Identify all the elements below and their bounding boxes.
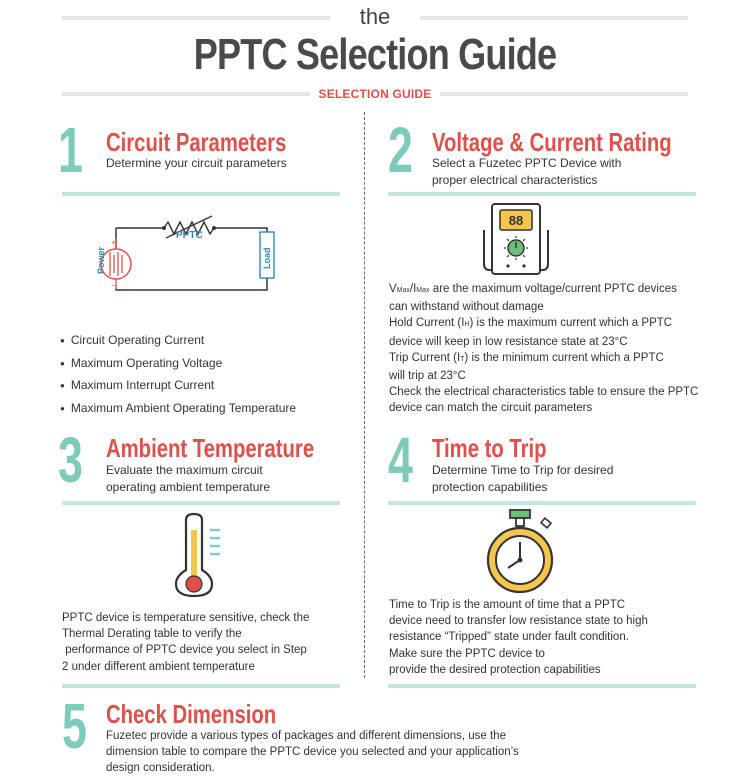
page-title: PPTC Selection Guide — [193, 30, 557, 79]
svg-text:+: + — [111, 238, 116, 247]
section-desc-2 — [432, 155, 621, 189]
body-line: will trip at 23°C — [389, 370, 466, 383]
body-line: device can match the circuit parameters — [389, 402, 593, 415]
body-line: Make sure the PPTC device to — [389, 647, 545, 660]
body-line: dimension table to compare the PPTC device you selected and your application’s — [106, 746, 519, 758]
list-item: ● Maximum Interrupt Current — [60, 375, 296, 398]
section-desc-2-line2: proper electrical characteristics — [432, 173, 598, 187]
trip-current-line — [389, 350, 698, 368]
step-number-1: 1 — [58, 114, 83, 186]
section-title-check-dimension: Check Dimension — [106, 699, 277, 729]
hold-post: ) is the maximum current which a PPTC — [469, 317, 673, 330]
step-number-5: 5 — [62, 690, 87, 762]
header-the: the — [359, 4, 391, 29]
body-line: resistance “Tripped” state under fault condition. — [389, 631, 629, 644]
section-divider-2 — [388, 192, 696, 196]
center-divider — [364, 112, 365, 678]
thermometer-icon — [172, 512, 232, 598]
section-title-voltage-current: Voltage & Current Rating — [432, 127, 672, 157]
voltage-current-body — [389, 281, 698, 417]
section-divider-3 — [62, 501, 340, 505]
circuit-parameter-list — [60, 330, 296, 420]
section-title-ambient-temperature: Ambient Temperature — [106, 433, 315, 463]
stopwatch-icon — [482, 506, 558, 598]
vmax-rest: are the maximum voltage/current PPTC devices — [429, 283, 677, 295]
body-line: Check the electrical characteristics table to ensure the PPTC — [389, 386, 699, 399]
time-to-trip-body — [389, 597, 648, 678]
section-desc-3 — [106, 462, 270, 496]
list-item: ● Maximum Ambient Operating Temperature — [60, 398, 296, 421]
imax-sub: Max — [416, 287, 430, 294]
trip-sub: T — [460, 355, 465, 363]
vmax-v: V — [389, 283, 397, 295]
vmax-line — [389, 281, 698, 299]
multimeter-icon — [478, 200, 554, 278]
body-line: Thermal Derating table to verify the — [62, 628, 242, 641]
circuit-diagram — [90, 208, 290, 308]
section-title-time-to-trip: Time to Trip — [432, 433, 547, 463]
step-number-4: 4 — [388, 424, 413, 496]
section-desc-3-line2: operating ambient temperature — [106, 480, 271, 494]
body-line: Time to Trip is the amount of time that a PPTC — [389, 599, 626, 611]
vmax-sub: Max — [396, 287, 410, 294]
section-desc-4-line1: Determine Time to Trip for desired — [432, 463, 614, 477]
vmax-slash: /I — [409, 283, 417, 295]
ambient-temperature-body — [62, 610, 309, 675]
trip-post: ) is the minimum current which a PPTC — [464, 351, 664, 364]
trip-pre: Trip Current (I — [389, 351, 461, 364]
check-dimension-body — [106, 728, 519, 776]
list-item: ● Circuit Operating Current — [60, 330, 296, 353]
step-number-2: 2 — [388, 114, 413, 186]
hold-pre: Hold Current (I — [389, 317, 465, 330]
subtitle-text: SELECTION GUIDE — [310, 87, 439, 101]
hold-current-line — [389, 315, 698, 333]
section-title-circuit-parameters: Circuit Parameters — [106, 127, 287, 157]
load-label: Load — [262, 247, 272, 269]
body-line: device will keep in low resistance state at 23°C — [389, 335, 628, 348]
section-desc-1: Determine your circuit parameters — [106, 156, 287, 170]
svg-text:−: − — [111, 281, 116, 290]
section-desc-4 — [432, 462, 613, 496]
body-line: device need to transfer low resistance state to high — [389, 615, 648, 628]
body-line: performance of PPTC device you select in Step — [62, 644, 307, 657]
meter-display-text: 88 — [508, 213, 524, 228]
body-line: 2 under different ambient temperature — [62, 660, 255, 673]
step-number-3: 3 — [58, 424, 83, 496]
body-line: provide the desired protection capabilities — [389, 663, 601, 676]
section-desc-2-line1: Select a Fuzetec PPTC Device with — [432, 156, 622, 170]
pptc-label: PPTC — [176, 230, 203, 241]
body-line: Fuzetec provide a various types of packages and different dimensions, use the — [106, 730, 506, 742]
section-desc-4-line2: protection capabilities — [432, 480, 548, 494]
power-label: Power — [96, 246, 106, 274]
body-line: PPTC device is temperature sensitive, check the — [62, 612, 310, 624]
section-divider-5-left — [62, 684, 340, 688]
section-desc-3-line1: Evaluate the maximum circuit — [106, 463, 263, 477]
section-divider-1 — [62, 192, 340, 196]
page-subtitle — [0, 87, 750, 101]
body-line: design consideration. — [106, 762, 215, 774]
hold-sub: H — [464, 321, 470, 329]
body-line: can withstand without damage — [389, 301, 544, 314]
list-item: ● Maximum Operating Voltage — [60, 353, 296, 376]
section-divider-4 — [388, 501, 696, 505]
section-divider-5-right — [388, 684, 696, 688]
